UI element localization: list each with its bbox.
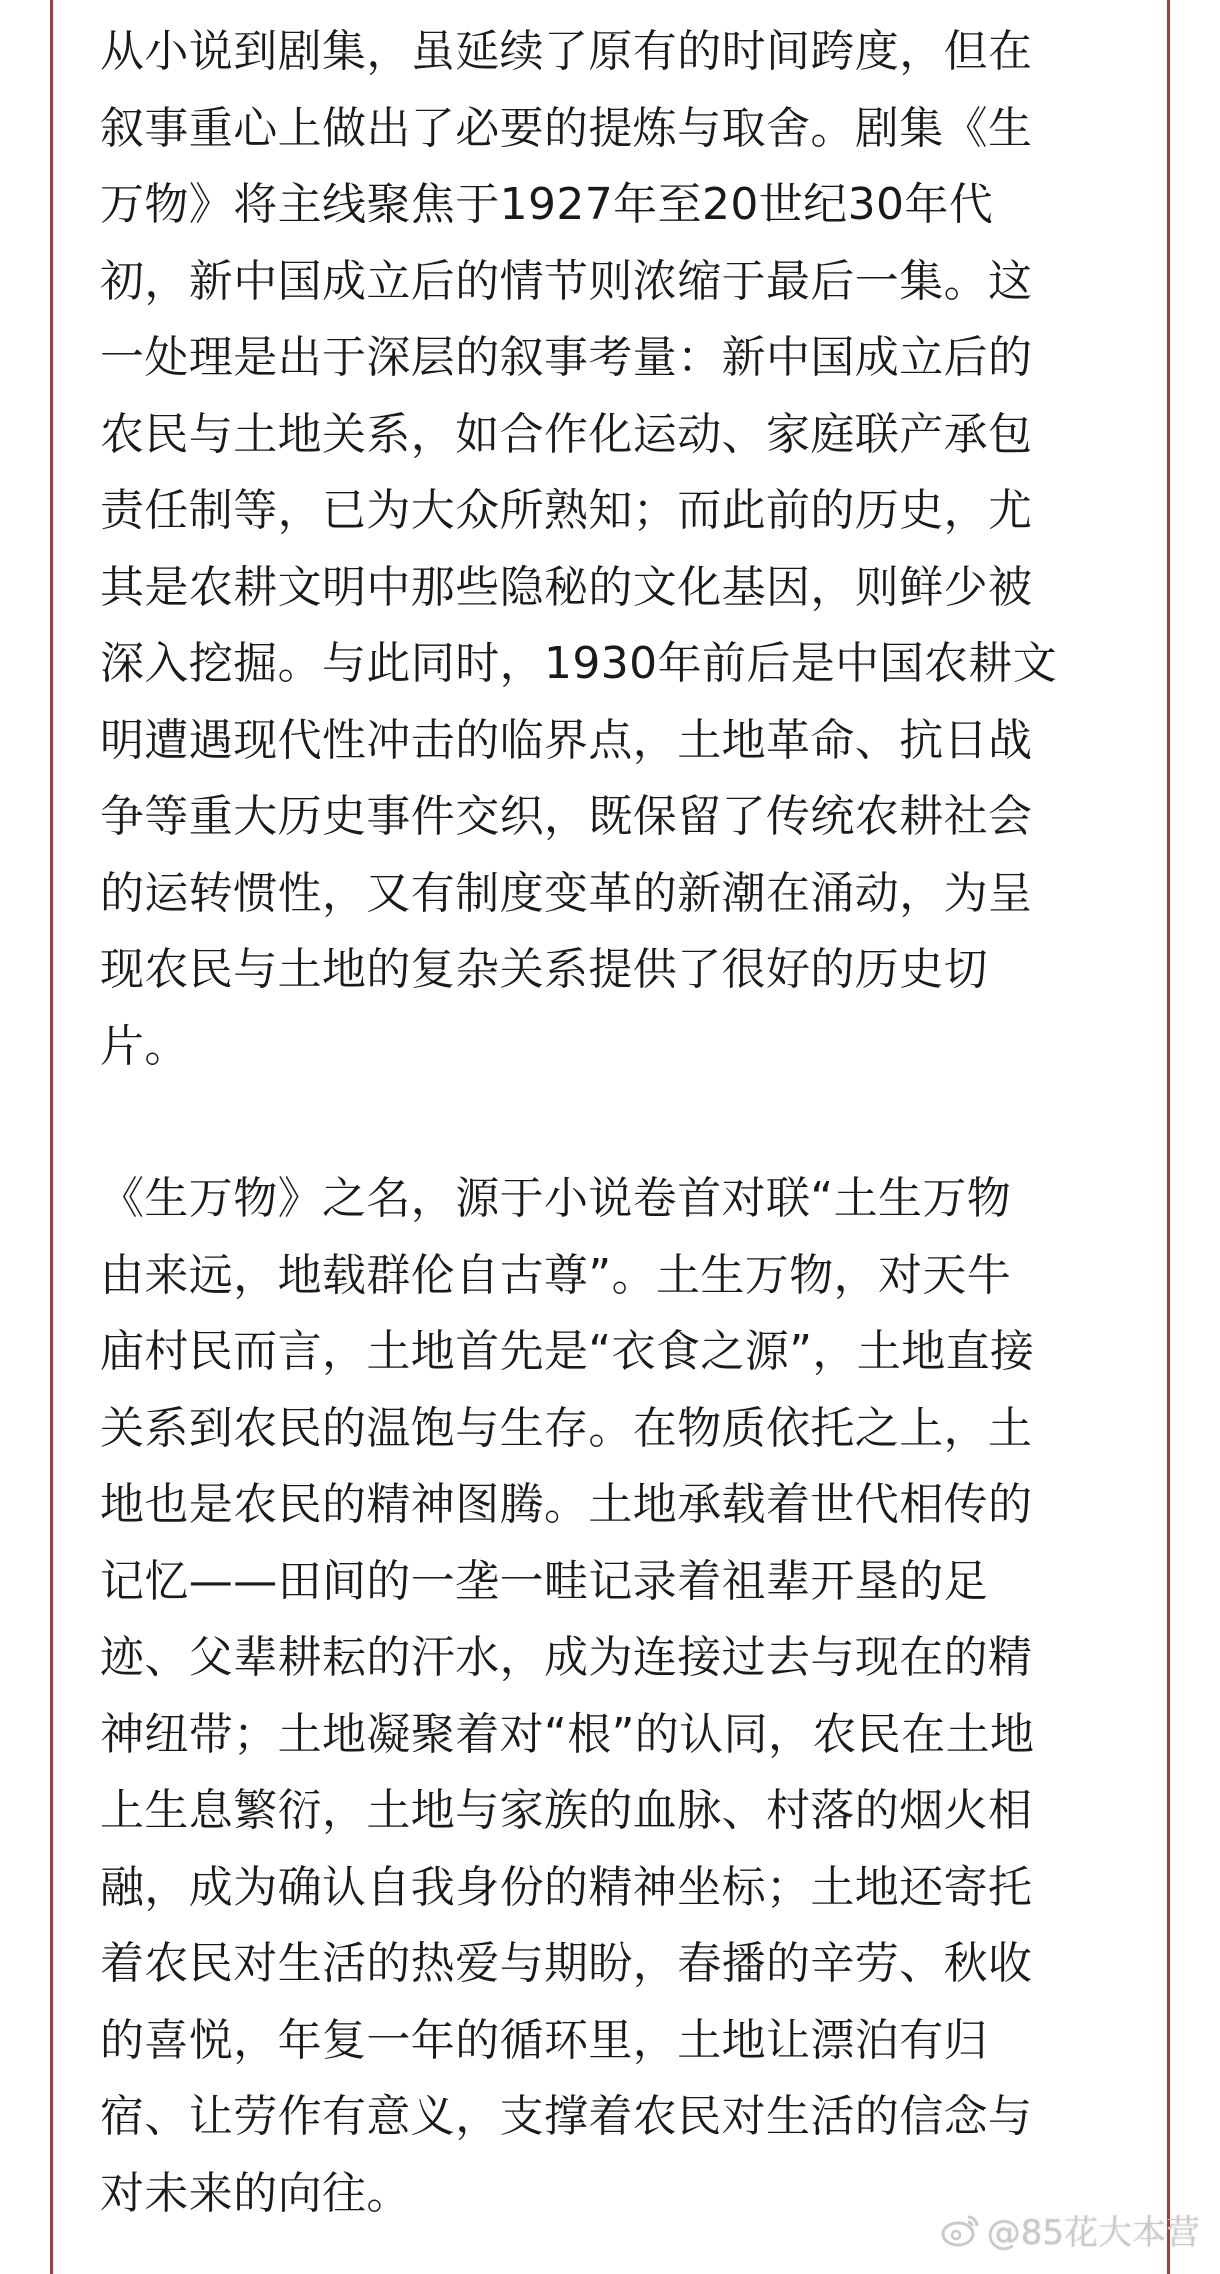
article-paragraph-2: 《生万物》之名，源于小说卷首对联“土生万物 由来远，地载群伦自古尊”。土生万物，对天牛 庙村民而言，土地首先是“衣食之源”，土地直接 关系到农民的温饱与生存。在物质依托之上，土 地也是农民的精神图腾。土地承载着世代相传的 记忆——田间的一垄一畦记录着祖辈开垦的足 迹、父辈耕耘的汗水，成为连接过去与现在的精 神纽带；土地凝聚着对“根”的认同，农民在土地 上生息繁衍，土地与家族的血脉、村落的烟火相 融，成为确认自我身份的精神坐标；土地还寄托 着农民对生活的热爱与期盼，春播的辛劳、秋收 的喜悦，年复一年的循环里，土地让漂泊有归 宿、让劳作有意义，支撑着农民对生活的信念与 对未来的向往。 — [100, 1173, 1035, 2219]
watermark — [941, 2205, 1200, 2254]
watermark-text: @85花大本营 — [986, 2213, 1200, 2253]
article-paragraph-1: 从小说到剧集，虽延续了原有的时间跨度，但在 叙事重心上做出了必要的提炼与取舍。剧集《生 万物》将主线聚焦于1927年至20世纪30年代 初，新中国成立后的情节则浓缩于最后一集。这 一处理是出于深层的叙事考量：新中国成立后的 农民与土地关系，如合作化运动、家庭联产承包 责任制等，已为大众所熟知；而此前的历史，尤 其是农耕文明中那些隐秘的文化基因，则鲜少被 深入挖掘。与此同时，1930年前后是中国农耕文 明遭遇现代性冲击的临界点，土地革命、抗日战 争等重大历史事件交织，既保留了传统农耕社会 的运转惯性，又有制度变革的新潮在涌动，为呈 现农民与土地的复杂关系提供了很好的历史切 片。 — [100, 26, 1058, 1072]
weibo-icon — [941, 2213, 981, 2247]
article-body — [100, 14, 1120, 2232]
